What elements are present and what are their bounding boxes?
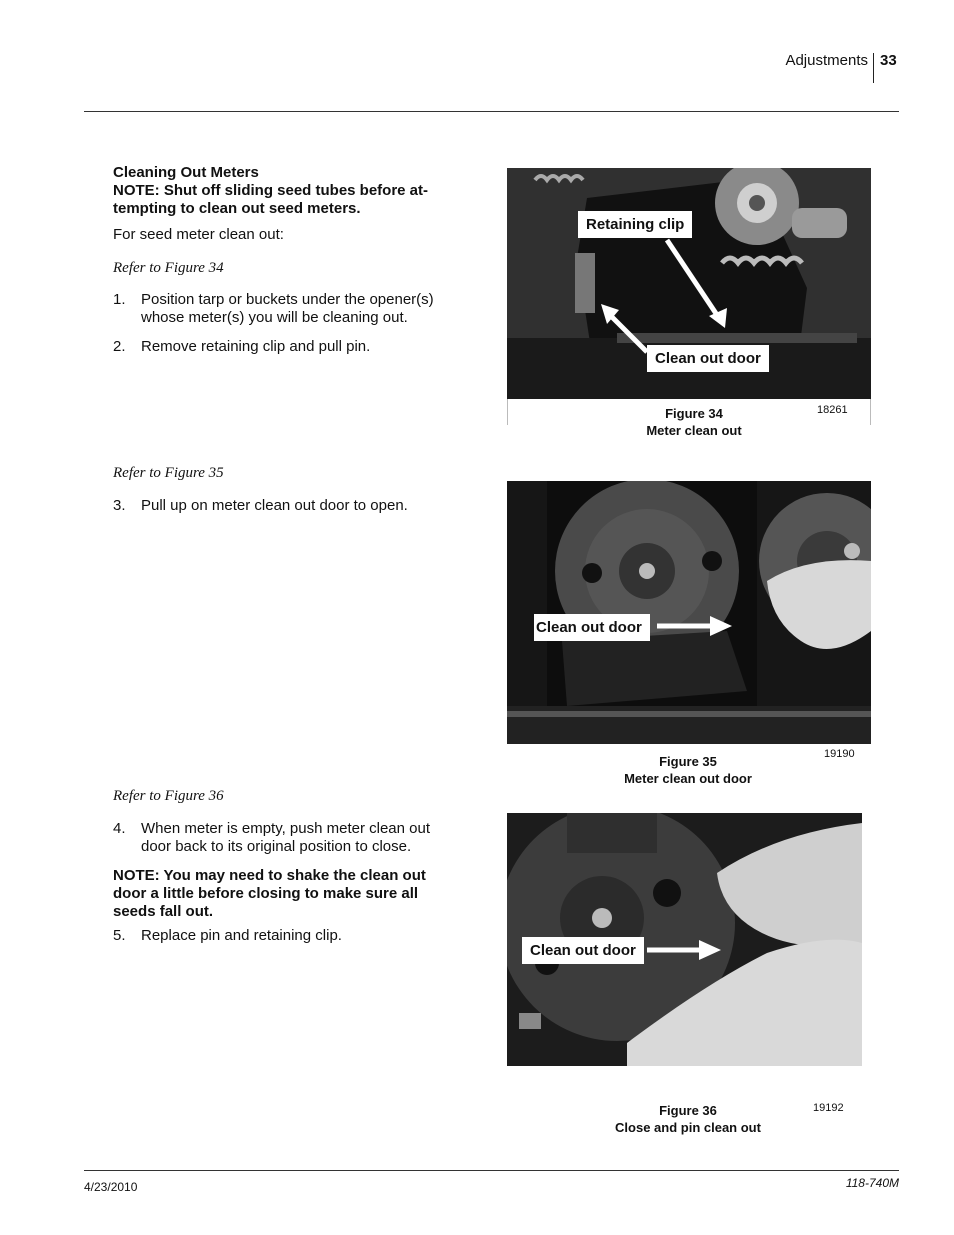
figure-title: Close and pin clean out <box>615 1120 761 1135</box>
figure-35-number: 19190 <box>824 748 855 760</box>
figure-35-photo <box>507 481 871 744</box>
refer-figure-36: Refer to Figure 36 <box>113 788 224 804</box>
step-2 <box>113 338 458 356</box>
figure-label: Figure 36 <box>659 1103 717 1118</box>
step-4 <box>113 820 453 856</box>
figure-label: Figure 34 <box>665 406 723 421</box>
figure-34-photo <box>507 168 871 399</box>
step-5 <box>113 927 458 945</box>
section-heading: Cleaning Out Meters <box>113 164 259 181</box>
header-divider <box>873 53 874 83</box>
step-number: 5. <box>113 927 126 944</box>
callout-clean-out-door: Clean out door <box>647 345 769 372</box>
figure-36-photo <box>507 813 862 1066</box>
figure-frame-right <box>870 399 871 425</box>
page-number: 33 <box>880 52 897 69</box>
figure-title: Meter clean out <box>646 423 742 438</box>
step-text: Remove retaining clip and pull pin. <box>141 338 371 355</box>
header-rule <box>84 111 899 112</box>
step-text: Replace pin and retaining clip. <box>141 927 342 944</box>
step-number: 3. <box>113 497 126 514</box>
section-title: Adjustments <box>785 52 868 69</box>
step-number: 4. <box>113 820 126 837</box>
figure-36-caption <box>590 1102 786 1136</box>
footer-date: 4/23/2010 <box>84 1180 138 1194</box>
figure-35-caption <box>590 753 786 787</box>
figure-34-number: 18261 <box>817 404 848 416</box>
step-3 <box>113 497 458 515</box>
step-text: Position tarp or buckets under the opener(s) whose meter(s) you will be cleaning out. <box>141 291 434 326</box>
step-number: 1. <box>113 291 126 308</box>
note-shake-door: NOTE: You may need to shake the clean out door a little before closing to make sure all seeds fall out. <box>113 867 426 920</box>
callout-clean-out-door: Clean out door <box>522 937 644 964</box>
footer-doc-number: 118-740M <box>845 1176 899 1190</box>
step-text: When meter is empty, push meter clean out door back to its original position to close. <box>141 820 431 855</box>
callout-retaining-clip: Retaining clip <box>578 211 692 238</box>
figure-title: Meter clean out door <box>624 771 752 786</box>
step-text: Pull up on meter clean out door to open. <box>141 497 408 514</box>
refer-figure-35: Refer to Figure 35 <box>113 465 224 481</box>
refer-figure-34: Refer to Figure 34 <box>113 260 224 276</box>
callout-clean-out-door: Clean out door <box>534 614 650 641</box>
step-1 <box>113 291 458 327</box>
figure-label: Figure 35 <box>659 754 717 769</box>
footer-rule <box>84 1170 899 1171</box>
step-number: 2. <box>113 338 126 355</box>
figure-frame-left <box>507 399 508 425</box>
intro-text: For seed meter clean out: <box>113 226 284 243</box>
figure-36-number: 19192 <box>813 1102 844 1114</box>
figure-34-caption <box>600 405 788 439</box>
note-shut-off: NOTE: Shut off sliding seed tubes before at-tempting to clean out seed meters. <box>113 182 429 217</box>
